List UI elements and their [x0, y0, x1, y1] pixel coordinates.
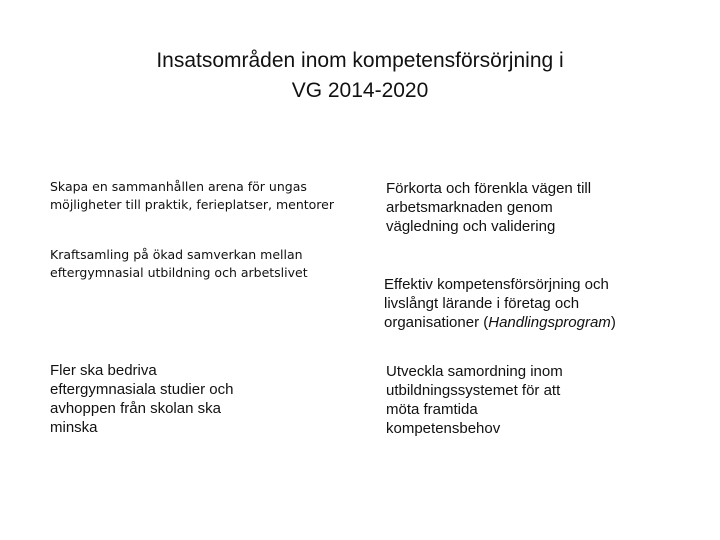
right-item-samordning-line-4: kompetensbehov: [386, 420, 501, 437]
left-item-studier-line-4: minska: [50, 419, 98, 436]
left-item-studier-line-2: eftergymnasiala studier och: [50, 381, 234, 398]
line-3-suffix: ): [610, 314, 616, 331]
right-item-samordning-line-2: utbildningssystemet för att: [386, 382, 561, 399]
right-item-samordning: [386, 362, 563, 438]
left-item-kraftsamling-line-1: Kraftsamling på ökad samverkan mellan: [50, 247, 303, 262]
right-item-kompetensforsorjning: [384, 275, 616, 332]
title-line-2: VG 2014-2020: [291, 79, 429, 102]
handlingsprogram-link-text: Handlingsprogram: [488, 314, 611, 331]
right-item-kompetensforsorjning-line-3: [384, 313, 616, 332]
title-line-1: Insatsområden inom kompetensförsörjning i: [156, 49, 564, 72]
left-item-studier-line-1: Fler ska bedriva: [50, 362, 157, 379]
right-item-kompetensforsorjning-line-2: livslångt lärande i företag och: [384, 295, 580, 312]
left-item-studier: [50, 361, 233, 437]
left-item-studier-line-3: avhoppen från skolan ska: [50, 400, 221, 417]
right-item-vagen-line-1: Förkorta och förenkla vägen till: [386, 180, 592, 197]
left-item-kraftsamling: [50, 246, 308, 282]
left-item-arena-line-2: möjligheter till praktik, ferieplatser, mentorer: [50, 197, 335, 212]
right-item-vagen: [386, 179, 591, 236]
right-item-vagen-line-2: arbetsmarknaden genom: [386, 199, 553, 216]
slide-title: [60, 46, 660, 106]
left-item-arena: [50, 178, 334, 214]
right-item-kompetensforsorjning-line-1: Effektiv kompetensförsörjning och: [384, 276, 609, 293]
right-item-samordning-line-3: möta framtida: [386, 401, 478, 418]
right-item-samordning-line-1: Utveckla samordning inom: [386, 363, 563, 380]
right-item-vagen-line-3: vägledning och validering: [386, 218, 556, 235]
line-3-prefix: organisationer (: [384, 314, 489, 331]
left-item-kraftsamling-line-2: eftergymnasial utbildning och arbetslivet: [50, 265, 308, 280]
left-item-arena-line-1: Skapa en sammanhållen arena för ungas: [50, 179, 307, 194]
